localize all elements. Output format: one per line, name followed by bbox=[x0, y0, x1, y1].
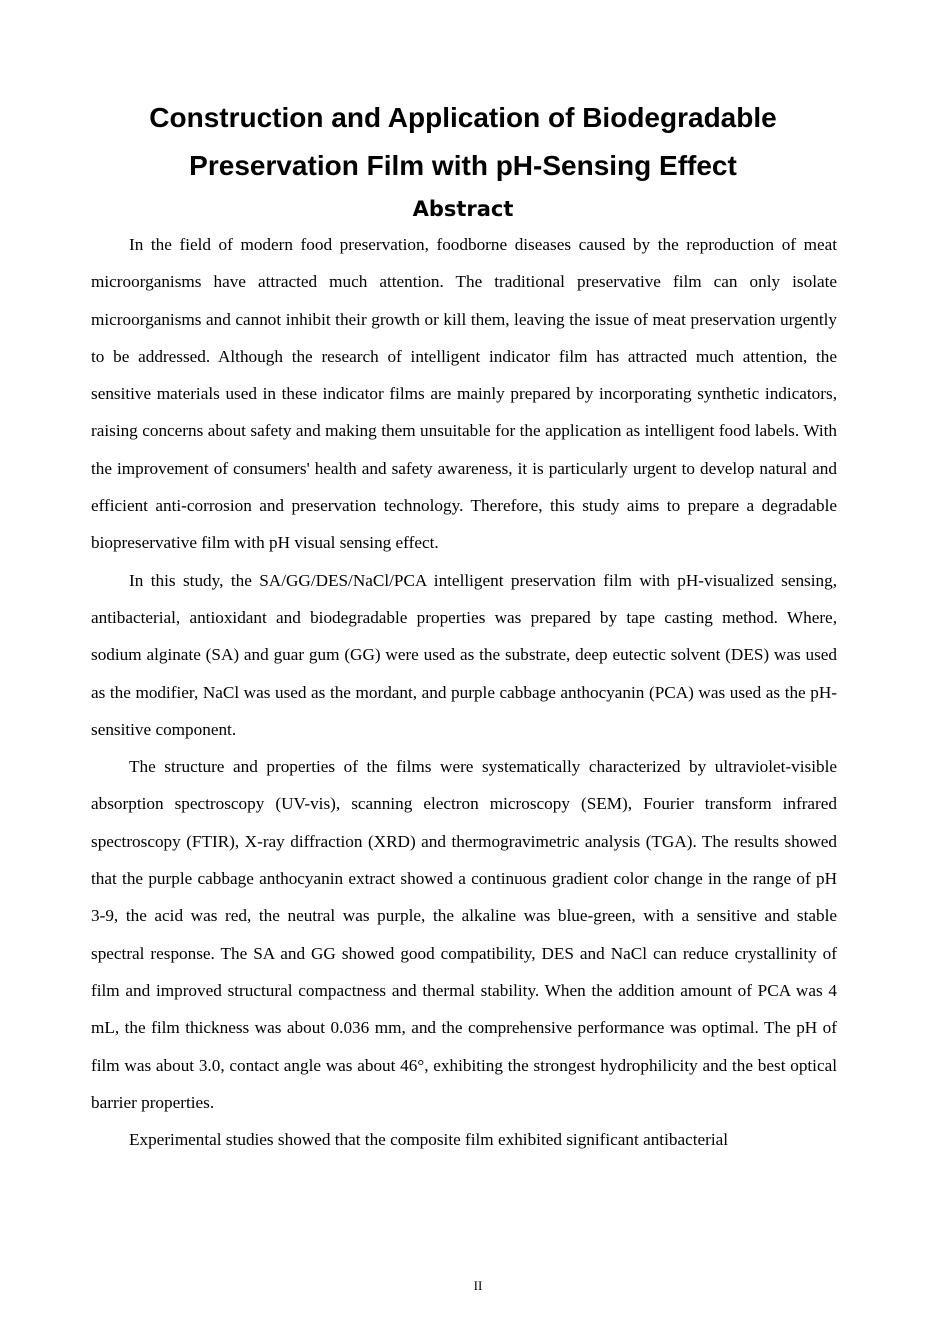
abstract-body bbox=[91, 226, 837, 1158]
paragraph-1: In the field of modern food preservation, foodborne diseases caused by the reproduction of meat microorganisms have attracted much attention. The traditional preservative film can only isolate microorganisms and cannot inhibit their growth or kill them, leaving the issue of meat preservation urgently to be addressed. Although the research of intelligent indicator film has attracted much attention, the sensitive materials used in these indicator films are mainly prepared by incorporating synthetic indicators, raising concerns about safety and making them unsuitable for the application as intelligent food labels. With the improvement of consumers' health and safety awareness, it is particularly urgent to develop natural and efficient anti-corrosion and preservation technology. Therefore, this study aims to prepare a degradable biopreservative film with pH visual sensing effect. bbox=[91, 235, 837, 553]
title-line-1: Construction and Application of Biodegradable bbox=[149, 102, 777, 133]
paragraph-4: Experimental studies showed that the composite film exhibited significant antibacterial bbox=[129, 1130, 729, 1150]
title-line-2: Preservation Film with pH-Sensing Effect bbox=[189, 150, 737, 181]
abstract-heading: Abstract bbox=[412, 197, 514, 221]
paragraph-2: In this study, the SA/GG/DES/NaCl/PCA intelligent preservation film with pH-visualized sensing, antibacterial, antioxidant and biodegradable properties was prepared by tape casting method. Where, sodium alginate (SA) and guar gum (GG) were used as the substrate, deep eutectic solvent (DES) was used as the modifier, NaCl was used as the mordant, and purple cabbage anthocyanin (PCA) was used as the pH-sensitive component. bbox=[91, 570, 837, 739]
page-number: II bbox=[473, 1278, 483, 1293]
paragraph-3: The structure and properties of the films were systematically characterized by ultraviolet-visible absorption spectroscopy (UV-vis), scanning electron microscopy (SEM), Fourier transform infrared spectroscopy (FTIR), X-ray diffraction (XRD) and thermogravimetric analysis (TGA). The results showed that the purple cabbage anthocyanin extract showed a continuous gradient color change in the range of pH 3-9, the acid was red, the neutral was purple, the alkaline was blue-green, with a sensitive and stable spectral response. The SA and GG showed good compatibility, DES and NaCl can reduce crystallinity of film and improved structural compactness and thermal stability. When the addition amount of PCA was 4 mL, the film thickness was about 0.036 mm, and the comprehensive performance was optimal. The pH of film was about 3.0, contact angle was about 46°, exhibiting the strongest hydrophilicity and the best optical barrier properties. bbox=[91, 757, 837, 1112]
